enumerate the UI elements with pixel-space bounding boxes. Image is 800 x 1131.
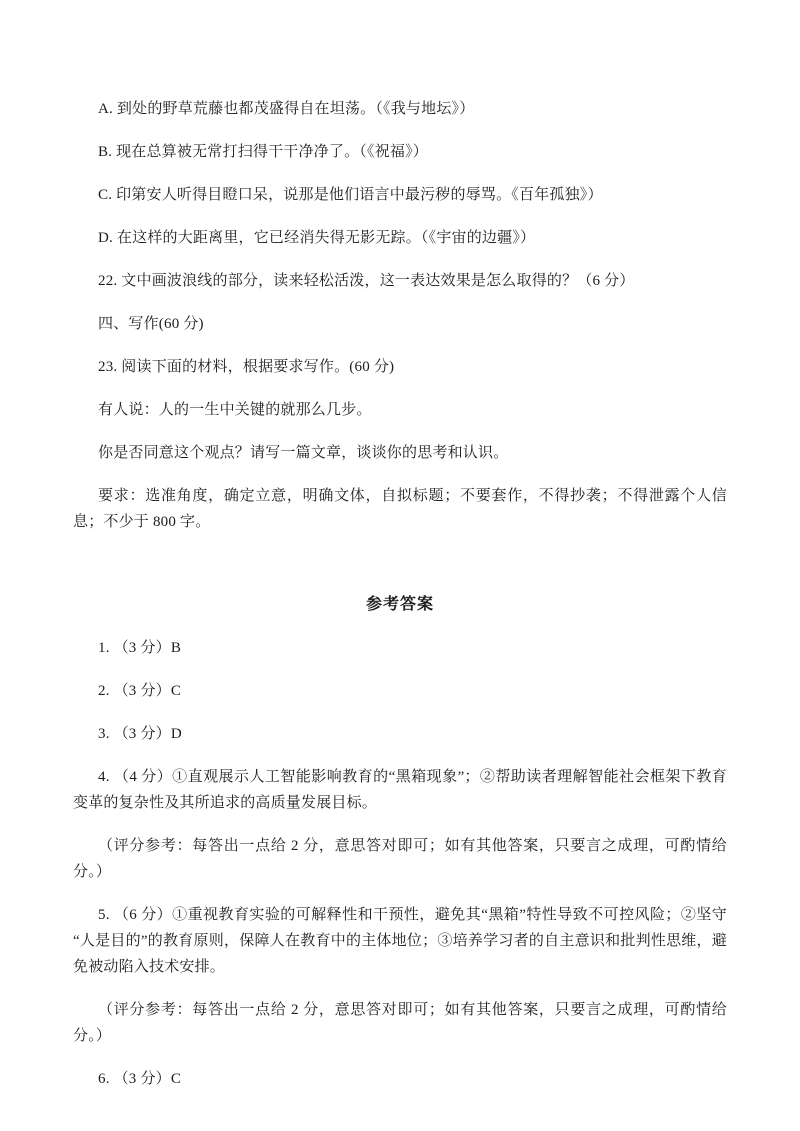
answer-1: 1. （3 分）B [98, 640, 182, 656]
answer-6: 6. （3 分）C [98, 1071, 182, 1087]
answer-2: 2. （3 分）C [98, 683, 182, 699]
choice-option-d: D. 在这样的大距离里，它已经消失得无影无踪。（《宇宙的边疆》） [98, 230, 536, 246]
essay-material: 有人说：人的一生中关键的就那么几步。 [98, 402, 372, 418]
scoring-note-4: （评分参考：每答出一点给 2 分，意思答对即可；如有其他答案，只要言之成理，可酌情给分。） [73, 838, 727, 880]
answer-5: 5. （6 分）①重视教育实验的可解释性和干预性，避免其“黑箱”特性导致不可控风险；②坚守“人是目的”的教育原则，保障人在教育中的主体地位；③培养学习者的自主意识和批判性思维，避免被动陷入技术安排。 [73, 907, 727, 975]
question-23: 23. 阅读下面的材料，根据要求写作。(60 分) [98, 359, 395, 375]
essay-requirements: 要求：选准角度，确定立意，明确文体，自拟标题；不要套作，不得抄袭；不得泄露个人信息；不少于 800 字。 [73, 488, 727, 530]
answer-3: 3. （3 分）D [98, 726, 182, 742]
choice-option-b: B. 现在总算被无常打扫得干干净净了。（《祝福》） [98, 144, 429, 160]
question-22: 22. 文中画波浪线的部分，读来轻松活泼，这一表达效果是怎么取得的？（6 分） [98, 273, 635, 289]
answer-4: 4. （4 分）①直观展示人工智能影响教育的“黑箱现象”；②帮助读者理解智能社会框架下教育变革的复杂性及其所追求的高质量发展目标。 [73, 769, 727, 811]
choice-option-a: A. 到处的野草荒藤也都茂盛得自在坦荡。（《我与地坛》） [98, 101, 475, 117]
answers-title: 参考答案 [365, 596, 434, 613]
essay-prompt: 你是否同意这个观点？请写一篇文章，谈谈你的思考和认识。 [98, 445, 509, 461]
scoring-note-5: （评分参考：每答出一点给 2 分，意思答对即可；如有其他答案，只要言之成理，可酌情给分。） [73, 1002, 727, 1044]
section-heading-writing: 四、写作(60 分) [98, 316, 204, 332]
choice-option-c: C. 印第安人听得目瞪口呆，说那是他们语言中最污秽的辱骂。《百年孤独》） [98, 187, 603, 203]
